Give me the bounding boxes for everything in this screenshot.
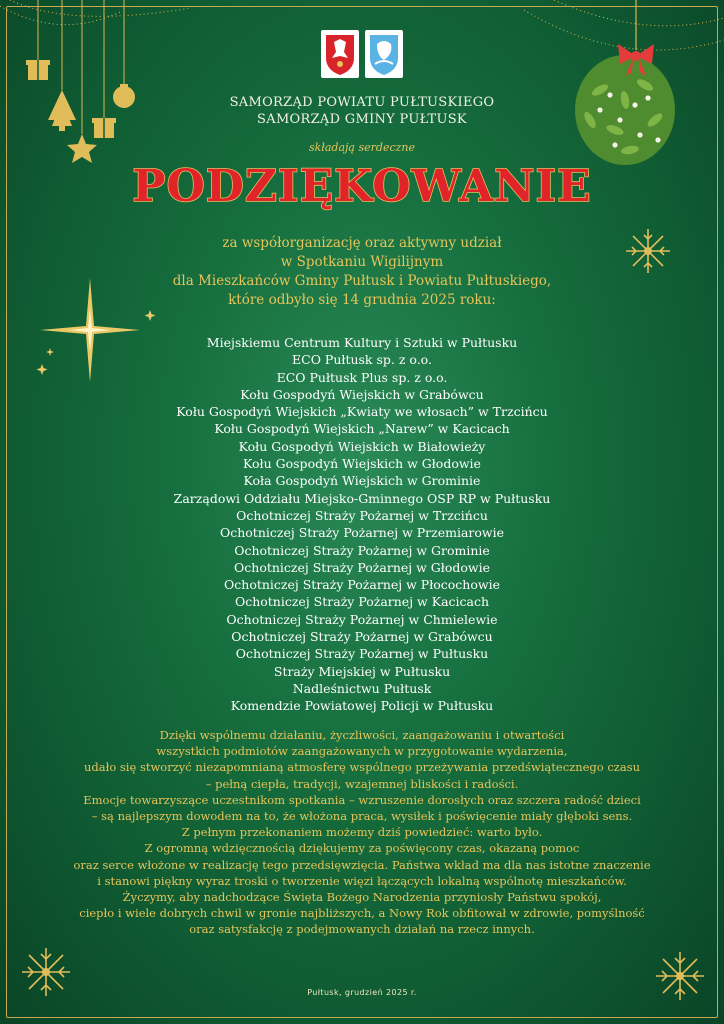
recipients-list <box>0 334 724 715</box>
list-item: Ochotniczej Straży Pożarnej w Grabówcu <box>231 629 493 645</box>
intro-line: za współorganizację oraz aktywny udział <box>222 235 502 251</box>
closing-text <box>0 727 724 938</box>
crests-row <box>0 30 724 78</box>
list-item: ECO Pułtusk sp. z o.o. <box>292 352 432 368</box>
intro-line: dla Mieszkańców Gminy Pułtusk i Powiatu Pułtuskiego, <box>172 273 552 289</box>
list-item: Koła Gospodyń Wiejskich w Grominie <box>243 473 481 489</box>
list-item: Ochotniczej Straży Pożarnej w Przemiarowie <box>219 525 505 541</box>
page-title: PODZIĘKOWANIE <box>132 161 592 212</box>
list-item: Straży Miejskiej w Pułtusku <box>273 663 451 679</box>
closing-line: Z ogromną wdzięcznością dziękujemy za poświęcony czas, okazaną pomoc <box>144 841 580 856</box>
closing-line: Życzymy, aby nadchodzące Święta Bożego Narodzenia przyniosły Państwu spokój, <box>122 890 602 905</box>
intro <box>0 234 724 310</box>
list-item: Ochotniczej Straży Pożarnej w Kacicach <box>234 594 490 610</box>
closing-line: Emocje towarzyszące uczestnikom spotkania – wzruszenie dorosłych oraz szczera radość dzieci <box>83 792 641 807</box>
list-item: Zarządowi Oddziału Miejsko-Gminnego OSP RP w Pułtusku <box>173 490 551 506</box>
organizer-line: SAMORZĄD GMINY PUŁTUSK <box>257 112 467 127</box>
closing-line: Dzięki wspólnemu działaniu, życzliwości, zaangażowaniu i otwartości <box>159 728 565 742</box>
list-item: Kołu Gospodyń Wiejskich w Grabówcu <box>240 386 484 402</box>
organizers <box>0 94 724 128</box>
closing-line: Z pełnym przekonaniem możemy dziś powiedzieć: warto było. <box>181 825 543 840</box>
powiat-crest-icon <box>321 30 359 78</box>
place-date: Pułtusk, grudzień 2025 r. <box>307 988 417 997</box>
closing-line: i stanowi piękny wyraz troski o tworzenie więzi łączących lokalną wspólnotę mieszkańców. <box>97 873 627 888</box>
list-item: Miejskiemu Centrum Kultury i Sztuki w Pułtusku <box>206 335 518 350</box>
list-item: Kołu Gospodyń Wiejskich „Kwiaty we włosach” w Trzcińcu <box>176 404 548 420</box>
closing-line: udało się stworzyć niezapomnianą atmosferę wspólnego przeżywania przedświątecznego czasu <box>83 760 641 775</box>
list-item: Ochotniczej Straży Pożarnej w Pułtusku <box>235 646 489 662</box>
list-item: Ochotniczej Straży Pożarnej w Płocochowie <box>224 577 500 593</box>
closing-line: – pełną ciepła, tradycji, wzajemnej bliskości i radości. <box>205 776 519 791</box>
list-item: Kołu Gospodyń Wiejskich „Narew” w Kacicach <box>214 421 510 437</box>
list-item: Ochotniczej Straży Pożarnej w Trzcińcu <box>236 507 488 523</box>
gmina-crest-icon <box>365 30 403 78</box>
closing-line: oraz serce włożone w realizację tego przedsięwzięcia. Państwa wkład ma dla nas istotne znaczenie <box>73 857 651 872</box>
list-item: Ochotniczej Straży Pożarnej w Grominie <box>234 542 490 558</box>
list-item: Nadleśnictwu Pułtusk <box>292 680 432 696</box>
list-item: Ochotniczej Straży Pożarnej w Chmielewie <box>226 611 498 627</box>
list-item: Kołu Gospodyń Wiejskich w Białowieży <box>238 438 486 454</box>
intro-line: w Spotkaniu Wigilijnym <box>280 254 444 270</box>
mistletoe-icon <box>570 0 680 185</box>
intro-line: które odbyło się 14 grudnia 2025 roku: <box>228 292 496 308</box>
subtitle: składają serdeczne <box>308 141 415 154</box>
closing-line: oraz satysfakcję z podejmowanych działań na rzecz innych. <box>189 922 535 937</box>
list-item: Kołu Gospodyń Wiejskich w Głodowie <box>243 456 481 472</box>
closing-line: – są najlepszym dowodem na to, że włożona praca, wysiłek i poświęcenie miały głęboki sens. <box>91 809 633 824</box>
closing-line: ciepło i wiele dobrych chwil w gronie najbliższych, a Nowy Rok obfitował w zdrowie, pomyślność <box>79 906 645 921</box>
list-item: Komendzie Powiatowej Policji w Pułtusku <box>230 698 494 714</box>
list-item: Ochotniczej Straży Pożarnej w Głodowie <box>234 559 490 575</box>
closing-line: wszystkich podmiotów zaangażowanych w przygotowanie wydarzenia, <box>156 744 568 759</box>
list-item: ECO Pułtusk Plus sp. z o.o. <box>276 369 448 385</box>
organizer-line: SAMORZĄD POWIATU PUŁTUSKIEGO <box>229 95 495 110</box>
